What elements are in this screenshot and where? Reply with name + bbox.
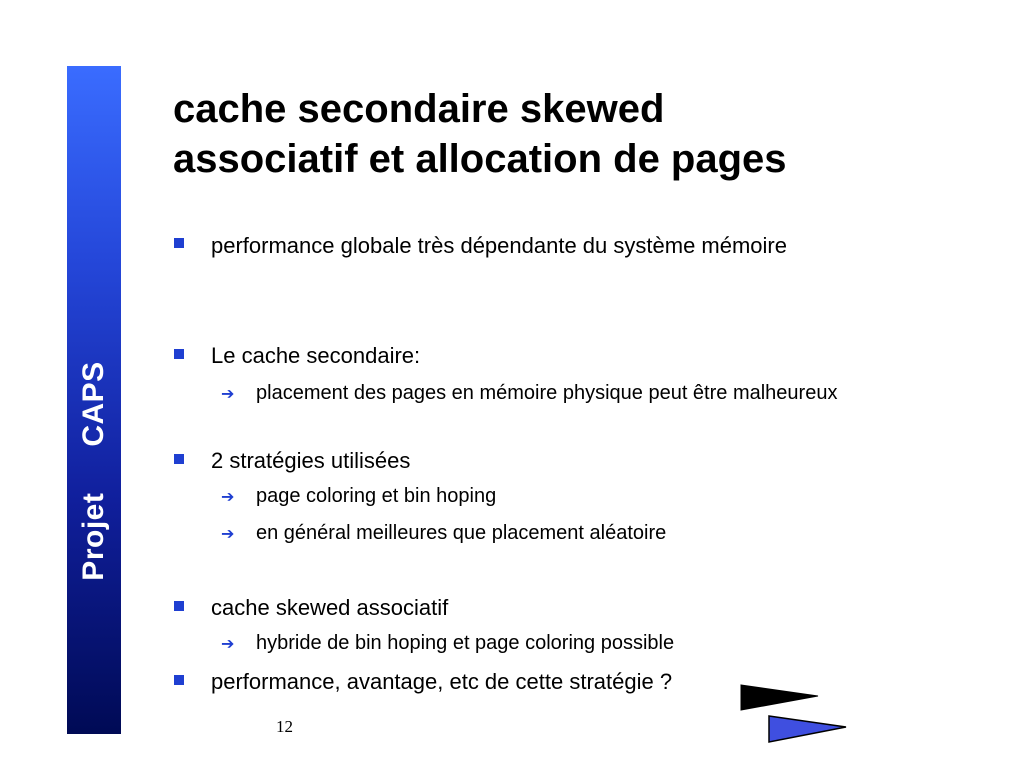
square-bullet-icon [174, 601, 184, 611]
bullet-item-cache-skewed: cache skewed associatif [211, 595, 449, 620]
slide-title [173, 84, 973, 184]
arrow-right-icon: ➔ [221, 526, 235, 543]
blue-pennant-arrow-icon [769, 716, 846, 742]
arrow-right-icon: ➔ [221, 489, 235, 506]
sidebar-label-caps: CAPS [77, 361, 110, 447]
arrow-right-icon: ➔ [221, 386, 235, 403]
black-pennant-arrow-icon [741, 685, 818, 710]
sub-item-en-general: en général meilleures que placement aléatoire [256, 522, 667, 544]
sidebar-label [77, 361, 111, 580]
square-bullet-icon [174, 238, 184, 248]
arrow-right-icon: ➔ [221, 636, 235, 653]
sub-item-page-coloring: page coloring et bin hoping [256, 485, 497, 507]
slide-title-line-2: associatif et allocation de pages [173, 137, 787, 181]
page-number: 12 [276, 717, 293, 736]
slide-title-line-1: cache secondaire skewed [173, 87, 665, 131]
sub-item-hybride: hybride de bin hoping et page coloring possible [256, 632, 675, 654]
sidebar-label-projet: Projet [77, 492, 110, 581]
bullet-item-cache-secondaire: Le cache secondaire: [211, 343, 421, 368]
previous-slide-button[interactable] [740, 684, 820, 712]
bullet-item-performance: performance globale très dépendante du système mémoire [211, 233, 787, 258]
sidebar-band [67, 66, 121, 734]
square-bullet-icon [174, 349, 184, 359]
sub-item-placement: placement des pages en mémoire physique peut être malheureux [256, 382, 838, 404]
square-bullet-icon [174, 454, 184, 464]
square-bullet-icon [174, 675, 184, 685]
bullet-item-question: performance, avantage, etc de cette stratégie ? [211, 669, 673, 694]
next-slide-button[interactable] [768, 715, 848, 745]
bullet-item-strategies: 2 stratégies utilisées [211, 448, 411, 473]
